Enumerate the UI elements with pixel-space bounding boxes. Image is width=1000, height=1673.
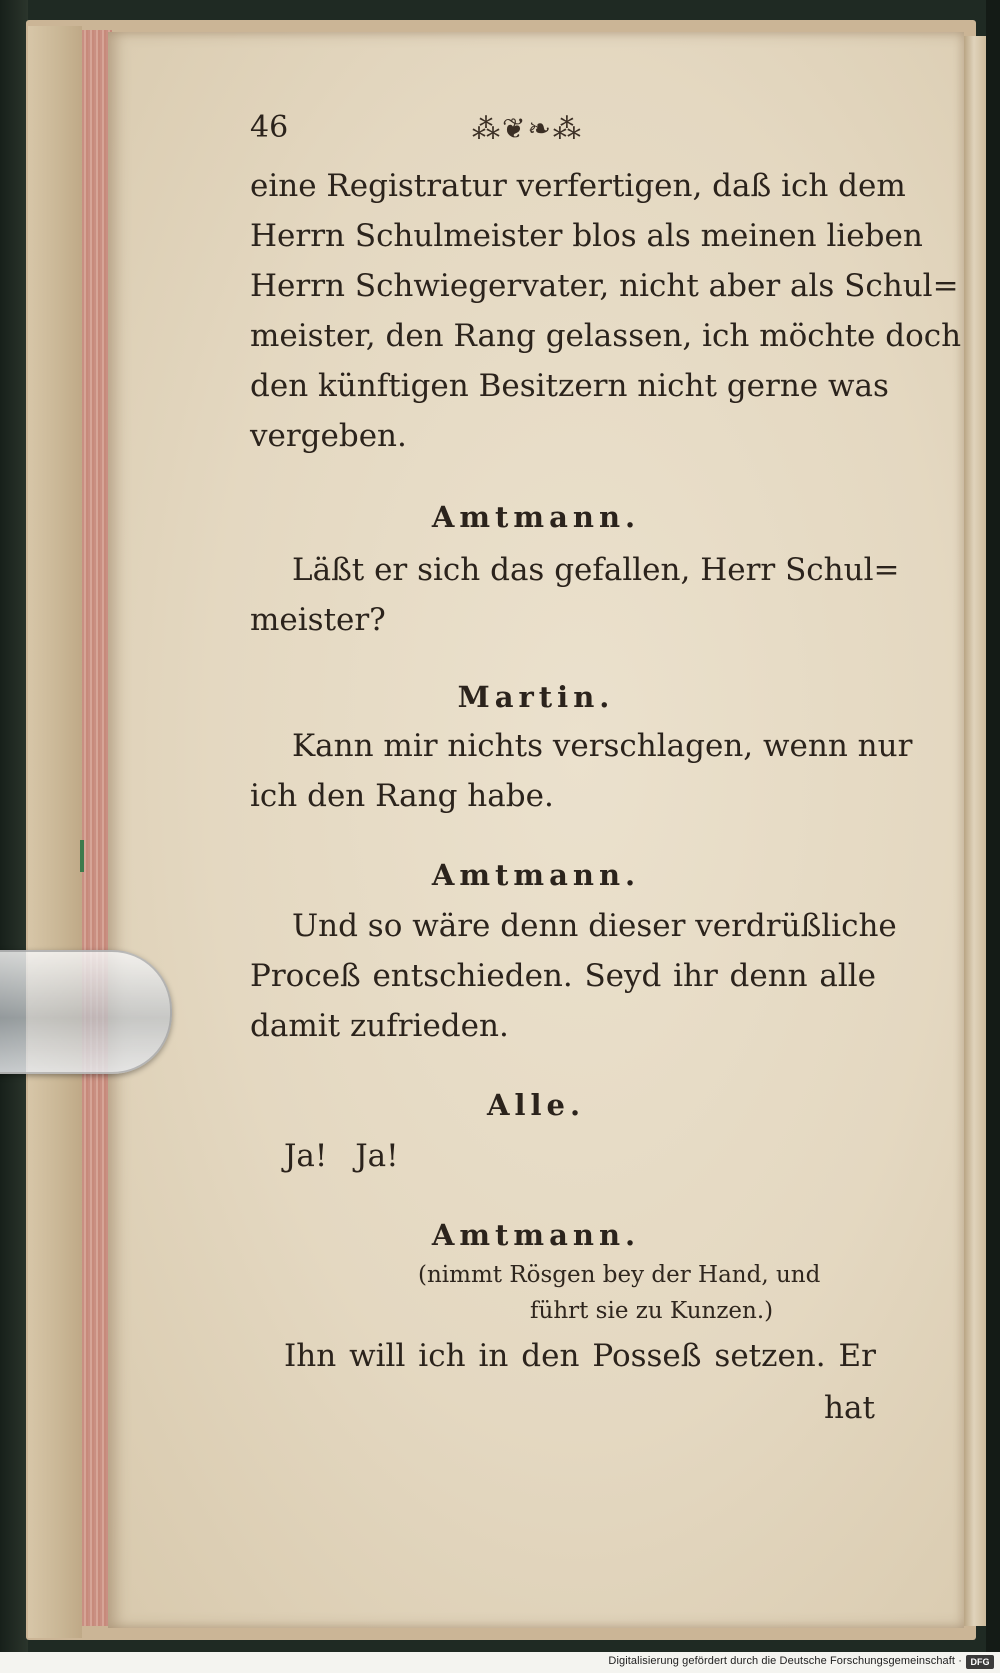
speaker-heading: Amtmann. (431, 500, 641, 534)
text-line: meister, den Rang gelassen, ich möchte doch (250, 318, 962, 354)
speaker-heading: Amtmann. (431, 1218, 641, 1252)
text-line: Ihn will ich in den Posseß setzen. Er (284, 1338, 876, 1374)
text-line: Kann mir nichts verschlagen, wenn nur (292, 728, 913, 764)
page-holder-clip (0, 950, 172, 1074)
speaker-heading: Alle. (486, 1088, 586, 1122)
right-page-edge (964, 36, 986, 1626)
speaker-heading: Martin. (457, 680, 615, 714)
header-ornament: ⁂❦❧⁂ (472, 112, 583, 145)
footer-credit: Digitalisierung gefördert durch die Deutsche Forschungsgemeinschaft · (608, 1655, 962, 1667)
text-line: ich den Rang habe. (250, 778, 554, 814)
text-line: damit zufrieden. (250, 1008, 509, 1044)
backdrop-right (986, 0, 1000, 1673)
text-line: eine Registratur verfertigen, daß ich dem (250, 168, 906, 204)
text-line: meister? (250, 602, 386, 638)
text-line: Herrn Schwiegervater, nicht aber als Schul= (250, 268, 959, 304)
text-line: Und so wäre denn dieser verdrüßliche (292, 908, 897, 944)
text-line: Ja! Ja! (284, 1138, 399, 1174)
backdrop-left (0, 0, 28, 1673)
text-line: Proceß entschieden. Seyd ihr denn alle (250, 958, 876, 994)
cover-edge (28, 26, 82, 1638)
speaker-heading: Amtmann. (431, 858, 641, 892)
text-line: Läßt er sich das gefallen, Herr Schul= (292, 552, 900, 588)
text-line: den künftigen Besitzern nicht gerne was (250, 368, 889, 404)
dfg-logo: DFG (966, 1655, 994, 1669)
stage-direction-line: führt sie zu Kunzen.) (530, 1298, 774, 1324)
text-line: vergeben. (250, 418, 407, 454)
stage-direction-line: (nimmt Rösgen bey der Hand, und (418, 1262, 821, 1288)
page-number: 46 (250, 110, 289, 145)
text-line: Herrn Schulmeister blos als meinen lieben (250, 218, 923, 254)
bookmark-ribbon (80, 840, 84, 872)
catchword: hat (824, 1390, 875, 1426)
